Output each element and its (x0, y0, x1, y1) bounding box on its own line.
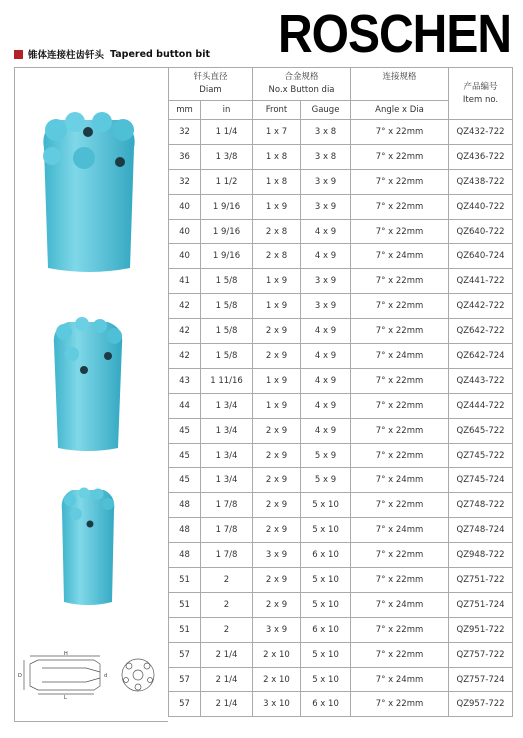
table-row (169, 244, 513, 269)
cell-angle: 7° x 22mm (351, 219, 449, 244)
cell-item: QZ442-722 (449, 294, 513, 319)
cell-angle: 7° x 22mm (351, 294, 449, 319)
cell-gauge: 3 x 9 (301, 169, 351, 194)
cell-mm: 40 (169, 244, 201, 269)
cell-front: 2 x 9 (253, 592, 301, 617)
cell-gauge: 5 x 10 (301, 518, 351, 543)
cell-front: 2 x 9 (253, 319, 301, 344)
drawing-label-h: H (64, 651, 68, 657)
cell-mm: 51 (169, 617, 201, 642)
cell-in: 1 3/4 (201, 468, 253, 493)
spec-table (168, 67, 513, 717)
cell-front: 1 x 8 (253, 144, 301, 169)
cell-front: 2 x 9 (253, 418, 301, 443)
cell-in: 1 3/8 (201, 144, 253, 169)
cell-front: 2 x 9 (253, 468, 301, 493)
section-title-cn: 锥体连接柱齿钎头 (28, 50, 105, 61)
cell-gauge: 6 x 10 (301, 543, 351, 568)
cell-front: 2 x 10 (253, 642, 301, 667)
cell-item: QZ640-722 (449, 219, 513, 244)
cell-in: 1 5/8 (201, 269, 253, 294)
cell-mm: 42 (169, 294, 201, 319)
table-row (169, 518, 513, 543)
cell-front: 2 x 9 (253, 568, 301, 593)
cell-angle: 7° x 24mm (351, 518, 449, 543)
section-title-en: Tapered button bit (110, 48, 211, 60)
cell-in: 1 1/4 (201, 120, 253, 145)
cell-angle: 7° x 24mm (351, 244, 449, 269)
header-gauge: Gauge (301, 101, 351, 120)
cell-angle: 7° x 22mm (351, 692, 449, 717)
header-front: Front (253, 101, 301, 120)
cell-angle: 7° x 24mm (351, 592, 449, 617)
cell-front: 2 x 9 (253, 493, 301, 518)
cell-front: 3 x 9 (253, 617, 301, 642)
cell-front: 2 x 10 (253, 667, 301, 692)
table-row (169, 219, 513, 244)
cell-in: 2 1/4 (201, 667, 253, 692)
header-in: in (201, 101, 253, 120)
cell-mm: 32 (169, 120, 201, 145)
cell-in: 1 1/2 (201, 169, 253, 194)
cell-mm: 48 (169, 518, 201, 543)
cell-item: QZ757-724 (449, 667, 513, 692)
cell-mm: 45 (169, 443, 201, 468)
table-row (169, 468, 513, 493)
button-bit-image-small (52, 484, 124, 610)
cell-in: 1 3/4 (201, 418, 253, 443)
table-row (169, 294, 513, 319)
table-row (169, 642, 513, 667)
cell-in: 1 9/16 (201, 194, 253, 219)
cell-angle: 7° x 22mm (351, 418, 449, 443)
cell-mm: 42 (169, 319, 201, 344)
cell-mm: 48 (169, 543, 201, 568)
cell-gauge: 3 x 8 (301, 144, 351, 169)
cell-item: QZ748-724 (449, 518, 513, 543)
cell-angle: 7° x 22mm (351, 169, 449, 194)
cell-front: 3 x 10 (253, 692, 301, 717)
cell-front: 1 x 9 (253, 269, 301, 294)
cell-gauge: 5 x 10 (301, 642, 351, 667)
table-row (169, 617, 513, 642)
cell-front: 1 x 8 (253, 169, 301, 194)
cell-gauge: 4 x 9 (301, 368, 351, 393)
cell-item: QZ957-722 (449, 692, 513, 717)
table-row (169, 169, 513, 194)
cell-gauge: 5 x 9 (301, 468, 351, 493)
section-title (14, 46, 210, 62)
cell-front: 1 x 9 (253, 393, 301, 418)
cell-in: 1 3/4 (201, 443, 253, 468)
header-connection: 连接规格 (351, 68, 449, 101)
cell-gauge: 4 x 9 (301, 418, 351, 443)
header-item: 产品编号 Item no. (449, 68, 513, 120)
cell-angle: 7° x 24mm (351, 468, 449, 493)
table-row (169, 543, 513, 568)
cell-in: 2 (201, 617, 253, 642)
table-row (169, 344, 513, 369)
button-bit-image-large (30, 108, 148, 278)
cell-in: 1 9/16 (201, 244, 253, 269)
cell-angle: 7° x 22mm (351, 393, 449, 418)
drawing-label-d: D (18, 673, 22, 679)
cell-gauge: 5 x 9 (301, 443, 351, 468)
cell-in: 1 5/8 (201, 294, 253, 319)
header-angle: Angle x Dia (351, 101, 449, 120)
table-row (169, 418, 513, 443)
cell-angle: 7° x 22mm (351, 120, 449, 145)
cell-front: 2 x 8 (253, 219, 301, 244)
cell-mm: 45 (169, 418, 201, 443)
cell-mm: 43 (169, 368, 201, 393)
cell-gauge: 4 x 9 (301, 244, 351, 269)
cell-item: QZ441-722 (449, 269, 513, 294)
table-row (169, 319, 513, 344)
table-row (169, 368, 513, 393)
cell-angle: 7° x 22mm (351, 194, 449, 219)
cell-front: 1 x 7 (253, 120, 301, 145)
cell-angle: 7° x 22mm (351, 568, 449, 593)
cell-angle: 7° x 22mm (351, 443, 449, 468)
button-bit-image-medium (42, 314, 134, 456)
cell-mm: 48 (169, 493, 201, 518)
cell-mm: 57 (169, 642, 201, 667)
cell-item: QZ745-722 (449, 443, 513, 468)
cell-in: 2 (201, 592, 253, 617)
cell-item: QZ444-722 (449, 393, 513, 418)
cell-angle: 7° x 22mm (351, 269, 449, 294)
cell-mm: 41 (169, 269, 201, 294)
table-row (169, 393, 513, 418)
cell-mm: 45 (169, 468, 201, 493)
cell-angle: 7° x 22mm (351, 368, 449, 393)
table-row (169, 194, 513, 219)
cell-angle: 7° x 22mm (351, 642, 449, 667)
cell-item: QZ645-722 (449, 418, 513, 443)
cell-item: QZ751-724 (449, 592, 513, 617)
cell-mm: 40 (169, 219, 201, 244)
header-mm: mm (169, 101, 201, 120)
cell-angle: 7° x 22mm (351, 144, 449, 169)
cell-gauge: 4 x 9 (301, 219, 351, 244)
cell-item: QZ443-722 (449, 368, 513, 393)
cell-angle: 7° x 22mm (351, 617, 449, 642)
cell-gauge: 3 x 8 (301, 120, 351, 145)
cell-in: 1 11/16 (201, 368, 253, 393)
cell-gauge: 5 x 10 (301, 568, 351, 593)
cell-angle: 7° x 22mm (351, 319, 449, 344)
cell-gauge: 5 x 10 (301, 592, 351, 617)
cell-in: 2 1/4 (201, 692, 253, 717)
cell-item: QZ951-722 (449, 617, 513, 642)
cell-item: QZ748-722 (449, 493, 513, 518)
cell-front: 3 x 9 (253, 543, 301, 568)
section-marker (14, 50, 23, 59)
table-row (169, 443, 513, 468)
technical-drawing (16, 650, 166, 700)
cell-in: 1 7/8 (201, 543, 253, 568)
cell-gauge: 4 x 9 (301, 344, 351, 369)
cell-item: QZ642-724 (449, 344, 513, 369)
cell-gauge: 3 x 9 (301, 269, 351, 294)
cell-in: 2 1/4 (201, 642, 253, 667)
cell-item: QZ751-722 (449, 568, 513, 593)
drawing-label-d1: d (104, 673, 108, 679)
cell-front: 2 x 9 (253, 443, 301, 468)
table-row (169, 144, 513, 169)
cell-front: 2 x 9 (253, 344, 301, 369)
cell-item: QZ948-722 (449, 543, 513, 568)
cell-angle: 7° x 24mm (351, 667, 449, 692)
cell-item: QZ757-722 (449, 642, 513, 667)
cell-in: 1 5/8 (201, 344, 253, 369)
cell-in: 1 3/4 (201, 393, 253, 418)
cell-front: 1 x 9 (253, 294, 301, 319)
cell-angle: 7° x 22mm (351, 543, 449, 568)
cell-gauge: 5 x 10 (301, 493, 351, 518)
cell-mm: 32 (169, 169, 201, 194)
cell-item: QZ642-722 (449, 319, 513, 344)
cell-in: 2 (201, 568, 253, 593)
cell-in: 1 5/8 (201, 319, 253, 344)
cell-item: QZ438-722 (449, 169, 513, 194)
cell-front: 1 x 9 (253, 194, 301, 219)
table-row (169, 120, 513, 145)
table-row (169, 692, 513, 717)
drawing-label-l: L (64, 695, 67, 700)
cell-mm: 57 (169, 692, 201, 717)
table-row (169, 493, 513, 518)
header-diam: 钎头直径 Diam (169, 68, 253, 101)
brand-logo: ROSCHEN (278, 5, 512, 65)
cell-item: QZ440-722 (449, 194, 513, 219)
cell-front: 2 x 8 (253, 244, 301, 269)
cell-gauge: 3 x 9 (301, 294, 351, 319)
cell-gauge: 4 x 9 (301, 319, 351, 344)
cell-mm: 51 (169, 592, 201, 617)
cell-mm: 40 (169, 194, 201, 219)
cell-front: 1 x 9 (253, 368, 301, 393)
header-button: 合金规格 No.x Button dia (253, 68, 351, 101)
cell-mm: 51 (169, 568, 201, 593)
cell-gauge: 5 x 10 (301, 667, 351, 692)
cell-item: QZ640-724 (449, 244, 513, 269)
cell-in: 1 7/8 (201, 493, 253, 518)
table-row (169, 568, 513, 593)
cell-in: 1 7/8 (201, 518, 253, 543)
table-row (169, 667, 513, 692)
cell-gauge: 6 x 10 (301, 617, 351, 642)
cell-item: QZ745-724 (449, 468, 513, 493)
cell-mm: 44 (169, 393, 201, 418)
cell-mm: 57 (169, 667, 201, 692)
cell-mm: 42 (169, 344, 201, 369)
table-row (169, 269, 513, 294)
cell-gauge: 6 x 10 (301, 692, 351, 717)
table-row (169, 592, 513, 617)
cell-front: 2 x 9 (253, 518, 301, 543)
cell-item: QZ436-722 (449, 144, 513, 169)
cell-in: 1 9/16 (201, 219, 253, 244)
cell-mm: 36 (169, 144, 201, 169)
cell-gauge: 3 x 9 (301, 194, 351, 219)
cell-angle: 7° x 22mm (351, 493, 449, 518)
cell-angle: 7° x 24mm (351, 344, 449, 369)
cell-item: QZ432-722 (449, 120, 513, 145)
cell-gauge: 4 x 9 (301, 393, 351, 418)
